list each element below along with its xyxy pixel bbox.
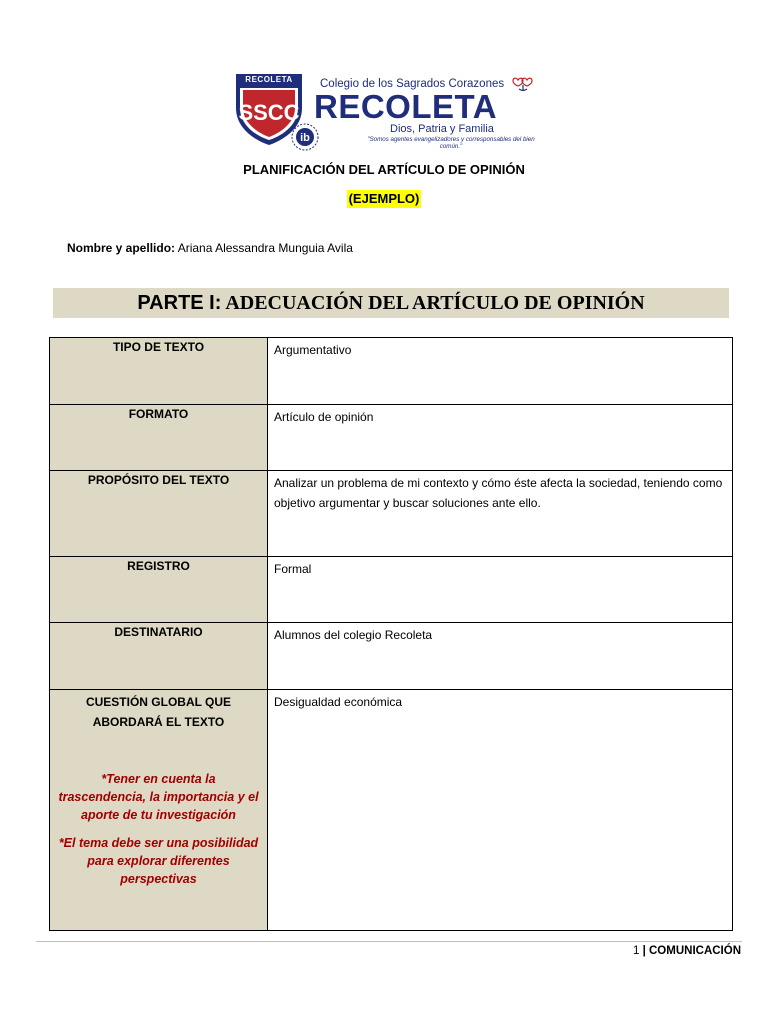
row-label: REGISTRO	[50, 557, 268, 623]
motto: Dios, Patria y Familia	[390, 123, 494, 135]
student-name-line	[67, 241, 353, 255]
document-subtitle: (EJEMPLO)	[348, 191, 420, 206]
ib-logo-icon	[288, 122, 322, 152]
section-title: ADECUACIÓN DEL ARTÍCULO DE OPINIÓN	[225, 292, 645, 314]
school-name: Colegio de los Sagrados Corazones	[320, 78, 505, 90]
table-row	[50, 405, 733, 471]
subtitle-wrapper	[0, 190, 768, 208]
name-value: Ariana Alessandra Munguia Avila	[177, 241, 353, 255]
section-part: PARTE I:	[137, 292, 222, 314]
page-footer	[633, 945, 741, 957]
row-value: Artículo de opinión	[268, 405, 733, 471]
guidance-note: *Tener en cuenta la trascendencia, la importancia y el aporte de tu investigación	[58, 772, 259, 822]
table-row	[50, 557, 733, 623]
footer-separator: |	[642, 945, 646, 957]
row-value: Formal	[268, 557, 733, 623]
row-value: Desigualdad económica	[268, 690, 733, 931]
school-logo	[234, 74, 544, 156]
row-value: Argumentativo	[268, 338, 733, 405]
hearts-anchor-icon	[512, 76, 534, 92]
table-row	[50, 338, 733, 405]
row-label: PROPÓSITO DEL TEXTO	[50, 471, 268, 557]
row-label: TIPO DE TEXTO	[50, 338, 268, 405]
crest-letters: SSCC	[238, 100, 300, 125]
document-title: PLANIFICACIÓN DEL ARTÍCULO DE OPINIÓN	[243, 162, 525, 177]
name-label: Nombre y apellido:	[67, 241, 176, 255]
table-row	[50, 471, 733, 557]
table-row	[50, 623, 733, 690]
row-label: FORMATO	[50, 405, 268, 471]
row-label: DESTINATARIO	[50, 623, 268, 690]
brand-name: RECOLETA	[314, 88, 498, 125]
row-label: CUESTIÓN GLOBAL QUE ABORDARÁ EL TEXTO	[85, 695, 232, 729]
page-number: 1	[632, 945, 640, 957]
section-heading	[53, 288, 729, 318]
row-value: Analizar un problema de mi contexto y cómo éste afecta la sociedad, teniendo como objetivo argumentar y buscar soluciones ante ello.	[268, 471, 733, 557]
tagline: "Somos agentes evangelizadores y corresponsables del bien común."	[367, 136, 535, 150]
guidance-note: *El tema debe ser una posibilidad para explorar diferentes perspectivas	[58, 836, 259, 886]
ib-mark: ib	[300, 132, 310, 144]
crest-banner: RECOLETA	[236, 74, 302, 86]
footer-divider	[36, 941, 742, 942]
table-row	[50, 690, 733, 931]
adequacy-table	[49, 337, 733, 931]
footer-section: COMUNICACIÓN	[649, 945, 741, 957]
row-value: Alumnos del colegio Recoleta	[268, 623, 733, 690]
row-label-with-notes	[50, 690, 268, 931]
